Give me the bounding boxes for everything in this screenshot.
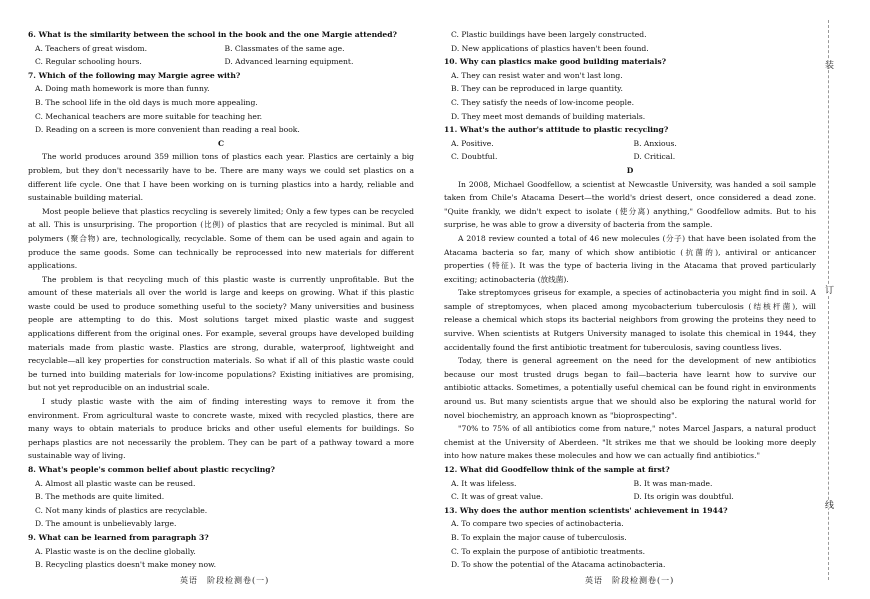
passage-paragraph: In 2008, Michael Goodfellow, a scientist at Newcastle University, was handed a soil sample taken from Chile's Atacama Desert—the world's driest desert, once considered a dead zone. "Quite frankly, we didn't expect to isolate (使分离) anything," Goodfellow admits. But to his surprise, he was able to grow a diversity of bacteria from the sample. <box>444 179 816 230</box>
question-6 <box>28 28 414 42</box>
right-column <box>444 28 816 572</box>
question-text: What did Goodfellow think of the sample at first? <box>459 465 670 474</box>
option: D. Advanced learning equipment. <box>224 57 354 67</box>
binding-mark-top: 装 <box>823 60 833 69</box>
passage-paragraph: I study plastic waste with the aim of finding interesting ways to remove it from the environment. From agricultural waste to concrete waste, mixed with recycled plastics, there are many ways to obtain materials to produce bricks and other useful elements for buildings. So perhaps plastics are not necessarily the problem. They can be part of a pathway toward a more sustainable way of living. <box>28 397 414 461</box>
option: D. Its origin was doubtful. <box>633 492 734 502</box>
question-text: What can be learned from paragraph 3? <box>38 532 209 542</box>
passage-paragraph: The world produces around 359 million tons of plastics each year. Plastics are certainly a big problem, but they don't necessarily have to be. There are many ways we could set plastics on a different life cycle. One that I have been working on is turning plastics into a hardy, reliable and sustainable building material. <box>28 152 414 203</box>
option: A. Positive. <box>451 138 494 148</box>
question-number: 9. <box>28 532 36 542</box>
question-text: What's people's common belief about plastic recycling? <box>38 465 275 474</box>
question-text: Why does the author mention scientists' achievement in 1944? <box>459 505 728 515</box>
question-13 <box>444 504 816 518</box>
option: A. They can resist water and won't last long. <box>451 70 623 80</box>
option: D. To show the potential of the Atacama actinobacteria. <box>451 560 666 570</box>
option: B. The methods are quite limited. <box>35 492 165 502</box>
question-text: Which of the following may Margie agree with? <box>38 70 241 80</box>
binding-line <box>828 20 829 580</box>
section-heading: D <box>626 165 634 175</box>
option: C. They satisfy the needs of low-income people. <box>451 97 634 107</box>
section-heading: C <box>217 138 225 148</box>
option: B. Classmates of the same age. <box>224 43 345 53</box>
option: D. They meet most demands of building materials. <box>451 111 646 121</box>
question-number: 6. <box>28 30 36 39</box>
option: B. Recycling plastics doesn't make money now. <box>35 560 217 570</box>
question-number: 7. <box>28 70 36 80</box>
option: C. It was of great value. <box>451 492 543 502</box>
question-number: 11. <box>444 125 458 135</box>
passage-paragraph: "70% to 75% of all antibiotics come from nature," notes Marcel Jaspars, a natural product chemist at the University of Aberdeen. "It strikes me that we should be looking more deeply into how nature makes these molecules and how we can actually find antibiotics." <box>444 424 816 461</box>
option: D. New applications of plastics haven't been found. <box>451 43 649 53</box>
question-11-options <box>451 137 816 164</box>
page-footer: 英语 阶段检测卷(一) <box>585 576 675 585</box>
option: B. Anxious. <box>633 138 677 148</box>
question-9 <box>28 531 414 545</box>
page-footer: 英语 阶段检测卷(一) <box>180 576 270 585</box>
question-text: What is the similarity between the school in the book and the one Margie attended? <box>38 30 397 39</box>
question-11 <box>444 123 816 137</box>
option: A. Teachers of great wisdom. <box>35 43 148 53</box>
question-12-options <box>451 477 816 504</box>
passage-paragraph: Most people believe that plastics recycling is severely limited; Only a few types can be recycled at all. This is unsurprising. The proportion (比例) of plastics that are recycled is minimal. But all polymers (聚合物) are, technologically, recyclable. Some of them can be used again and again to produce the same goods. Some can technically be reprocessed into new materials for different applications. <box>28 206 414 271</box>
passage-paragraph: Take streptomyces griseus for example, a species of actinobacteria you might find in soil. A sample of streptomyces, when placed among mycobacterium tuberculosis (结核杆菌), will release a chemical which stops its bacterial neighbors from growing the proteins they need to survive. When scientists at Rutgers University managed to isolate this chemical in 1944, they accidentally found the first antibiotic treatment for tuberculosis, saving countless lives. <box>444 288 816 352</box>
option: D. Reading on a screen is more convenient than reading a real book. <box>35 125 300 135</box>
option: C. Regular schooling hours. <box>35 57 142 67</box>
option: B. It was man-made. <box>633 478 713 488</box>
question-text: What's the author's attitude to plastic recycling? <box>459 125 669 135</box>
option: B. They can be reproduced in large quantity. <box>451 84 623 94</box>
option: A. Plastic waste is on the decline globally. <box>35 546 196 556</box>
question-12 <box>444 463 816 477</box>
option: A. Almost all plastic waste can be reused. <box>35 478 196 488</box>
binding-mark-bottom: 线 <box>823 500 833 509</box>
option: C. Not many kinds of plastics are recyclable. <box>35 505 208 515</box>
option: A. To compare two species of actinobacteria. <box>451 519 624 529</box>
question-number: 12. <box>444 465 458 474</box>
left-column <box>28 28 414 572</box>
option: C. Mechanical teachers are more suitable for teaching her. <box>35 111 263 121</box>
binding-mark-middle: 订 <box>823 285 833 294</box>
passage-paragraph: Today, there is general agreement on the need for the development of new antibiotics because our most trusted drugs began to fail—bacteria have learnt how to survive our antibiotic attacks. Sometimes, a potentially useful chemical can be found right in environments around us. But many scientists argue that we should also be exploring the natural world for novel biochemistry, an approach known as "bioprospecting". <box>444 356 816 420</box>
question-number: 10. <box>444 57 458 67</box>
option: A. Doing math homework is more than funny. <box>35 84 210 94</box>
option: B. To explain the major cause of tuberculosis. <box>451 532 627 542</box>
question-7 <box>28 69 414 83</box>
option: D. Critical. <box>633 152 676 162</box>
option: B. The school life in the old days is much more appealing. <box>35 97 258 107</box>
question-8 <box>28 463 414 477</box>
question-number: 13. <box>444 505 458 515</box>
question-text: Why can plastics make good building materials? <box>459 57 667 67</box>
option: C. To explain the purpose of antibiotic treatments. <box>451 546 646 556</box>
passage-paragraph: A 2018 review counted a total of 46 new molecules (分子) that have been isolated from the Atacama bacteria so far, many of which show antibiotic (抗菌的), antiviral or anticancer properties (特征). It was the type of bacteria living in the Atacama that proved particularly exciting; actinobacteria (放线菌). <box>444 233 816 284</box>
passage-paragraph: The problem is that recycling much of this plastic waste is currently unprofitable. But the amount of these materials all over the world is large and keeps on growing. What if this plastic waste could be used to produce something useful to the society? Many universities and business people are attempting to do this. Most solutions target mixed plastic waste and suggest applications different from the original ones. For example, several groups have developed building materials made from plastic waste. Plastics are strong, durable, waterproof, lightweight and recyclable—all key properties for construction materials. So what if all of this plastic waste could be turned into building materials for low-income populations? Existing initiatives are promising, but not yet reproducible on an industrial scale. <box>28 274 414 393</box>
question-6-options <box>35 42 414 69</box>
option: A. It was lifeless. <box>451 478 517 488</box>
question-number: 8. <box>28 465 36 474</box>
option: D. The amount is unbelievably large. <box>35 519 177 529</box>
option: C. Plastic buildings have been largely constructed. <box>451 30 647 39</box>
question-10 <box>444 55 816 69</box>
option: C. Doubtful. <box>451 152 498 162</box>
